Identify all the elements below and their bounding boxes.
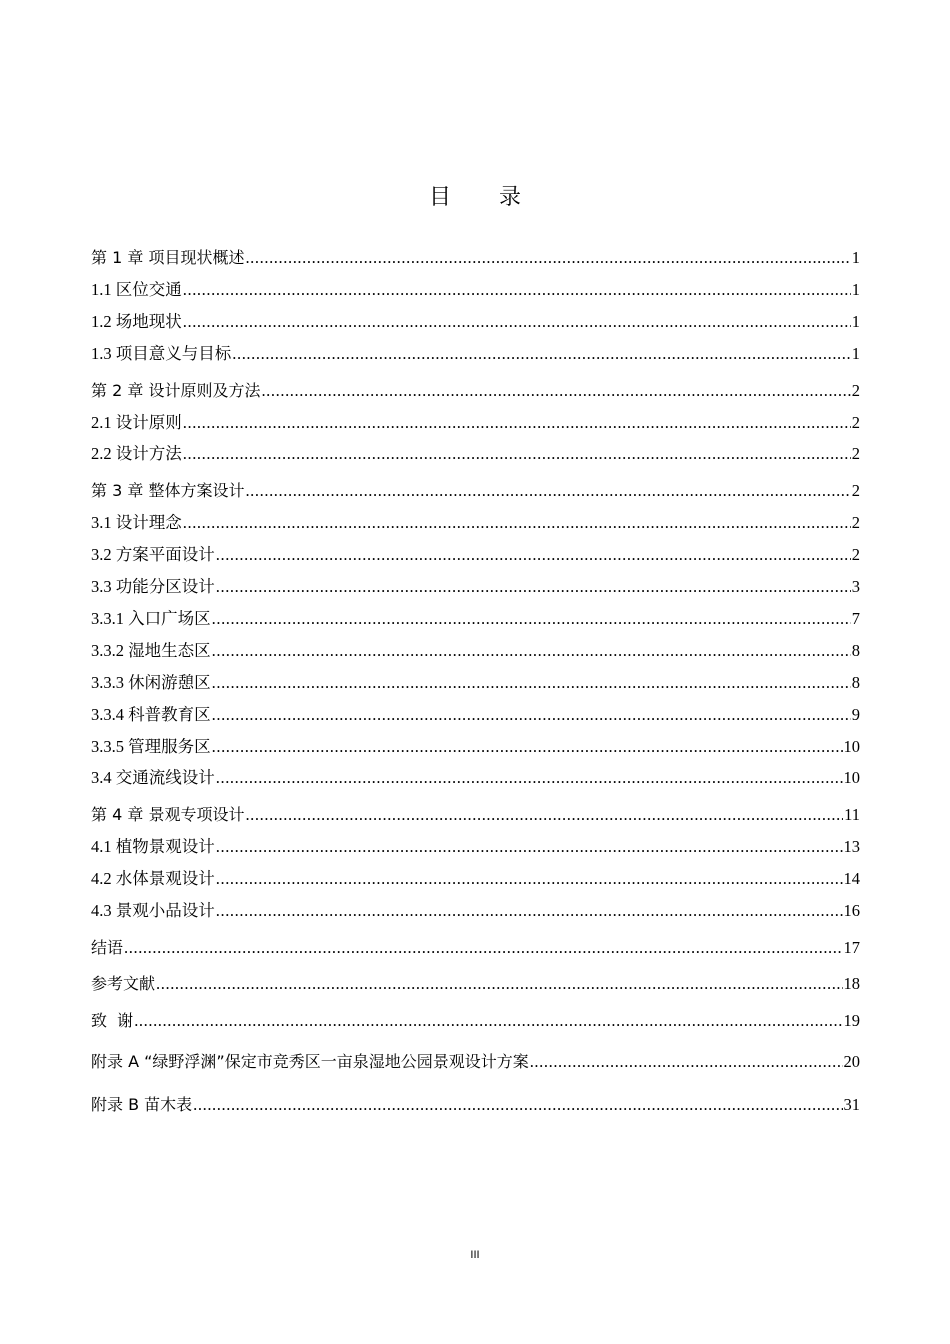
toc-entry[interactable]: 3.1 设计理念 ..... 2 — [91, 513, 860, 533]
leader-dots — [216, 837, 843, 857]
leader-dots — [212, 641, 851, 661]
leader-dots — [216, 577, 851, 597]
leader-dots — [183, 280, 851, 300]
toc-entry[interactable]: 4.3 景观小品设计 ..... 16 — [91, 901, 860, 921]
toc-entry[interactable]: 3.3 功能分区设计 ..... 3 — [91, 577, 860, 597]
title-char-2: 录 — [499, 185, 522, 210]
toc-entry[interactable]: 第 1 章 项目现状概述 ..... 1 — [91, 248, 860, 268]
toc-entry[interactable]: 1.3 项目意义与目标 ..... 1 — [91, 344, 860, 364]
title-char-1: 目 — [428, 185, 451, 210]
leader-dots — [193, 1095, 842, 1115]
toc-entry[interactable]: 致 谢 ..... 19 — [91, 1011, 860, 1031]
page-number: III — [470, 1249, 480, 1261]
toc-entry[interactable]: 3.3.1 入口广场区 ..... 7 — [91, 609, 860, 629]
page-title — [0, 180, 950, 211]
leader-dots — [212, 737, 843, 757]
toc-entry[interactable]: 结语 ..... 17 — [91, 938, 860, 958]
toc-entry[interactable]: 附录 B 苗木表 ..... 31 — [91, 1095, 860, 1115]
toc-entry[interactable]: 3.3.5 管理服务区 ..... 10 — [91, 737, 860, 757]
leader-dots — [183, 312, 851, 332]
leader-dots — [183, 413, 851, 433]
toc-entry[interactable]: 参考文献 ..... 18 — [91, 974, 860, 994]
toc-entry[interactable]: 3.2 方案平面设计 ..... 2 — [91, 545, 860, 565]
leader-dots — [216, 768, 843, 788]
leader-dots — [183, 444, 851, 464]
leader-dots — [232, 344, 851, 364]
leader-dots — [530, 1052, 843, 1072]
leader-dots — [216, 869, 843, 889]
leader-dots — [245, 805, 843, 825]
toc-entry[interactable]: 3.3.2 湿地生态区 ..... 8 — [91, 641, 860, 661]
toc-entry[interactable]: 2.2 设计方法 ..... 2 — [91, 444, 860, 464]
leader-dots — [212, 673, 851, 693]
leader-dots — [216, 901, 843, 921]
leader-dots — [212, 609, 851, 629]
toc-entry[interactable]: 1.2 场地现状 ..... 1 — [91, 312, 860, 332]
toc-entry[interactable]: 4.2 水体景观设计 ..... 14 — [91, 869, 860, 889]
toc-entry[interactable]: 附录 A “绿野浮渊”保定市竞秀区一亩泉湿地公园景观设计方案 ..... 20 — [91, 1052, 860, 1072]
leader-dots — [245, 481, 850, 501]
leader-dots — [212, 705, 851, 725]
leader-dots — [261, 381, 850, 401]
toc-entry[interactable]: 第 2 章 设计原则及方法 ..... 2 — [91, 381, 860, 401]
toc-entry[interactable]: 2.1 设计原则 ..... 2 — [91, 413, 860, 433]
leader-dots — [156, 974, 842, 994]
toc-entry[interactable]: 第 4 章 景观专项设计 ..... 11 — [91, 805, 860, 825]
toc-entry[interactable]: 3.3.3 休闲游憩区 ..... 8 — [91, 673, 860, 693]
leader-dots — [216, 545, 851, 565]
leader-dots — [134, 1011, 842, 1031]
toc-entry[interactable]: 3.4 交通流线设计 ..... 10 — [91, 768, 860, 788]
leader-dots — [183, 513, 851, 533]
toc-entry[interactable]: 1.1 区位交通 ..... 1 — [91, 280, 860, 300]
leader-dots — [124, 938, 842, 958]
toc-entry[interactable]: 3.3.4 科普教育区 ..... 9 — [91, 705, 860, 725]
toc-entry[interactable]: 第 3 章 整体方案设计 ..... 2 — [91, 481, 860, 501]
leader-dots — [245, 248, 850, 268]
toc-entry[interactable]: 4.1 植物景观设计 ..... 13 — [91, 837, 860, 857]
